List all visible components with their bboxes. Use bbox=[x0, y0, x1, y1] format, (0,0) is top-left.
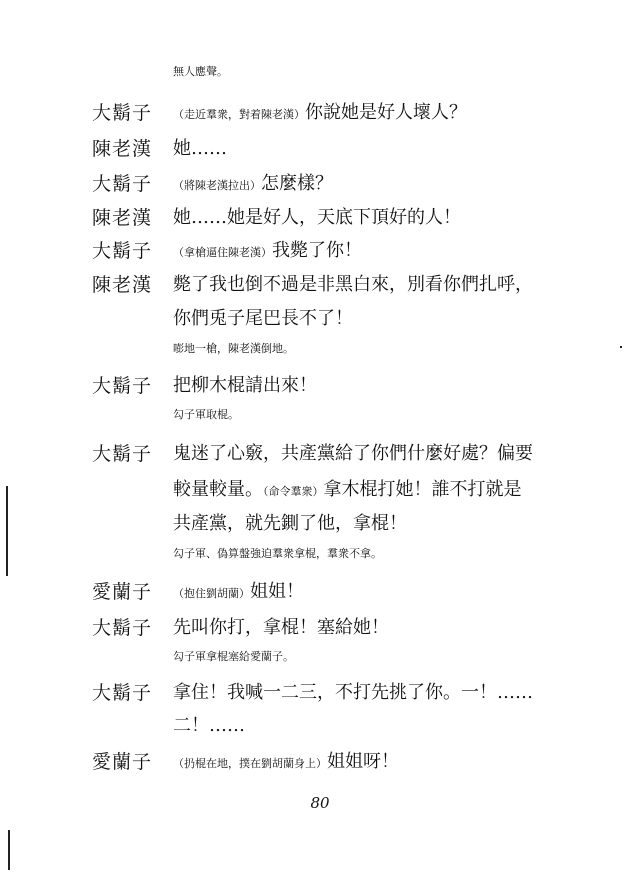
speaker-name: 大鬍子 bbox=[92, 240, 153, 262]
dialogue-line bbox=[173, 681, 573, 705]
scan-speck bbox=[620, 346, 622, 348]
speaker-name: 陳老漢 bbox=[92, 274, 153, 296]
dialogue-text: 怎麼樣？ bbox=[261, 173, 333, 194]
dialogue-line bbox=[173, 750, 573, 776]
speaker-name: 愛蘭子 bbox=[92, 751, 153, 773]
dialogue-line bbox=[173, 442, 573, 466]
dialogue-line bbox=[173, 239, 573, 265]
inline-direction: （走近羣衆，對着陳老漢） bbox=[173, 108, 305, 121]
speaker-name: 大鬍子 bbox=[92, 173, 153, 195]
speaker-name: 大鬍子 bbox=[92, 682, 153, 704]
inline-direction: （命令羣衆） bbox=[263, 485, 324, 498]
stage-direction: 勾子軍、偽算盤強迫羣衆拿棍，羣衆不拿。 bbox=[173, 547, 382, 560]
speaker-name: 陳老漢 bbox=[92, 138, 153, 160]
dialogue-text: 我斃了你！ bbox=[272, 240, 362, 261]
dialogue-text: 她……她是好人，天底下頂好的人！ bbox=[173, 207, 461, 228]
dialogue-line bbox=[173, 616, 573, 640]
dialogue-line bbox=[173, 137, 573, 161]
page-number: 80 bbox=[310, 794, 330, 812]
dialogue-text: 姐姐！ bbox=[250, 581, 304, 602]
dialogue-text: 先叫你打，拿棍！塞給她！ bbox=[173, 617, 389, 638]
stage-direction: 勾子軍拿棍塞給愛蘭子。 bbox=[173, 650, 294, 663]
inline-direction: （抱住劉胡蘭） bbox=[173, 587, 250, 600]
dialogue-text: 你說她是好人壞人？ bbox=[305, 102, 467, 123]
speaker-name: 大鬍子 bbox=[92, 617, 153, 639]
dialogue-line bbox=[173, 273, 573, 297]
inline-direction: （拿槍逼住陳老漢） bbox=[173, 246, 272, 259]
dialogue-text: 拿木棍打她！誰不打就是 bbox=[323, 479, 522, 500]
speaker-name: 大鬍子 bbox=[92, 375, 153, 397]
dialogue-line bbox=[173, 580, 573, 606]
speaker-name: 大鬍子 bbox=[92, 102, 153, 124]
dialogue-continuation bbox=[173, 307, 573, 331]
dialogue-line bbox=[173, 374, 573, 398]
dialogue-text: 她…… bbox=[173, 138, 227, 159]
dialogue-line bbox=[173, 172, 573, 198]
inline-direction: （扔棍在地，撲在劉胡蘭身上） bbox=[173, 757, 327, 770]
dialogue-text: 姐姐呀！ bbox=[327, 751, 399, 772]
speaker-name: 愛蘭子 bbox=[92, 581, 153, 603]
dialogue-text: 共產黨，就先鍘了他，拿棍！ bbox=[173, 513, 407, 534]
dialogue-text: 把柳木棍請出來！ bbox=[173, 375, 317, 396]
scan-edge-mark bbox=[6, 486, 8, 576]
stage-direction: 勾子軍取棍。 bbox=[173, 408, 239, 421]
scan-edge-mark bbox=[8, 830, 10, 870]
dialogue-continuation bbox=[173, 512, 573, 536]
dialogue-text: 你們兎子尾巴長不了！ bbox=[173, 308, 353, 329]
stage-direction: 無人應聲。 bbox=[173, 65, 228, 78]
dialogue-text: 鬼迷了心竅，共產黨給了你們什麼好處？偏要 bbox=[173, 443, 533, 464]
inline-direction: （將陳老漢拉出） bbox=[173, 179, 261, 192]
stage-direction: 嘭地一槍，陳老漢倒地。 bbox=[173, 342, 294, 355]
dialogue-line bbox=[173, 101, 573, 127]
dialogue-continuation bbox=[173, 714, 573, 738]
dialogue-text: 二！…… bbox=[173, 715, 245, 736]
dialogue-text: 較量較量。 bbox=[173, 479, 263, 500]
dialogue-text: 拿住！我喊一二三，不打先挑了你。一！…… bbox=[173, 682, 533, 703]
speaker-name: 陳老漢 bbox=[92, 207, 153, 229]
dialogue-line bbox=[173, 206, 573, 230]
dialogue-continuation bbox=[173, 478, 573, 504]
dialogue-text: 斃了我也倒不過是非黑白來，別看你們扎呼， bbox=[173, 274, 533, 295]
speaker-name: 大鬍子 bbox=[92, 443, 153, 465]
